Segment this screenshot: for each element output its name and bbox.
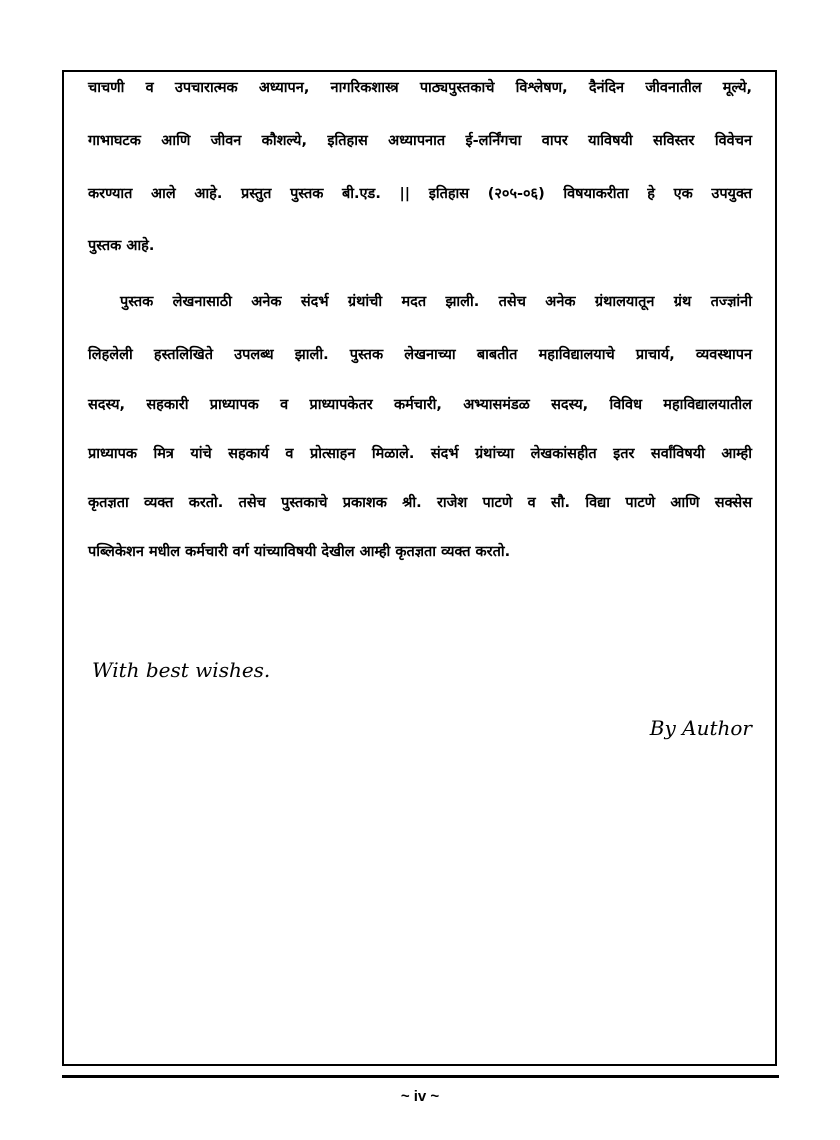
page-border [62, 70, 777, 1066]
paragraph-1-line-2: गाभाघटक आणि जीवन कौशल्ये, इतिहास अध्यापनात ई-लर्निंगचा वापर याविषयी सविस्तर विवेचन [88, 133, 752, 149]
paragraph-2-line-4: प्राध्यापक मित्र यांचे सहकार्य व प्रोत्साहन मिळाले. संदर्भ ग्रंथांच्या लेखकांसहीत इतर सर्वांविषयी आम्ही [88, 446, 752, 462]
paragraph-2-line-6: पब्लिकेशन मधील कर्मचारी वर्ग यांच्याविषयी देखील आम्ही कृतज्ञता व्यक्त करतो. [88, 544, 511, 560]
paragraph-1-line-4: पुस्तक आहे. [88, 238, 155, 254]
paragraph-2-line-3: सदस्य, सहकारी प्राध्यापक व प्राध्यापकेतर कर्मचारी, अभ्यासमंडळ सदस्य, विविध महाविद्यालयातील [88, 397, 752, 413]
footer-rule [62, 1075, 779, 1078]
page-number: ~ iv ~ [400, 1088, 440, 1105]
paragraph-2-line-5: कृतज्ञता व्यक्त करतो. तसेच पुस्तकाचे प्रकाशक श्री. राजेश पाटणे व सौ. विद्या पाटणे आणि सक्सेस [88, 495, 752, 511]
signature-text: By Author [649, 716, 752, 740]
paragraph-2-line-2: लिहलेली हस्तलिखिते उपलब्ध झाली. पुस्तक लेखनाच्या बाबतीत महाविद्यालयाचे प्राचार्य, व्यवस्थापन [88, 347, 752, 363]
paragraph-1-line-3: करण्यात आले आहे. प्रस्तुत पुस्तक बी.एड. || इतिहास (२०५-०६) विषयाकरीता हे एक उपयुक्त [88, 186, 752, 202]
paragraph-1-line-1: चाचणी व उपचारात्मक अध्यापन, नागरिकशास्त्र पाठ्यपुस्तकाचे विश्लेषण, दैनंदिन जीवनातील मूल्ये, [88, 80, 752, 96]
paragraph-2-line-1: पुस्तक लेखनासाठी अनेक संदर्भ ग्रंथांची मदत झाली. तसेच अनेक ग्रंथालयातून ग्रंथ तज्ज्ञांनी [120, 294, 752, 310]
closing-text: With best wishes. [92, 658, 271, 682]
